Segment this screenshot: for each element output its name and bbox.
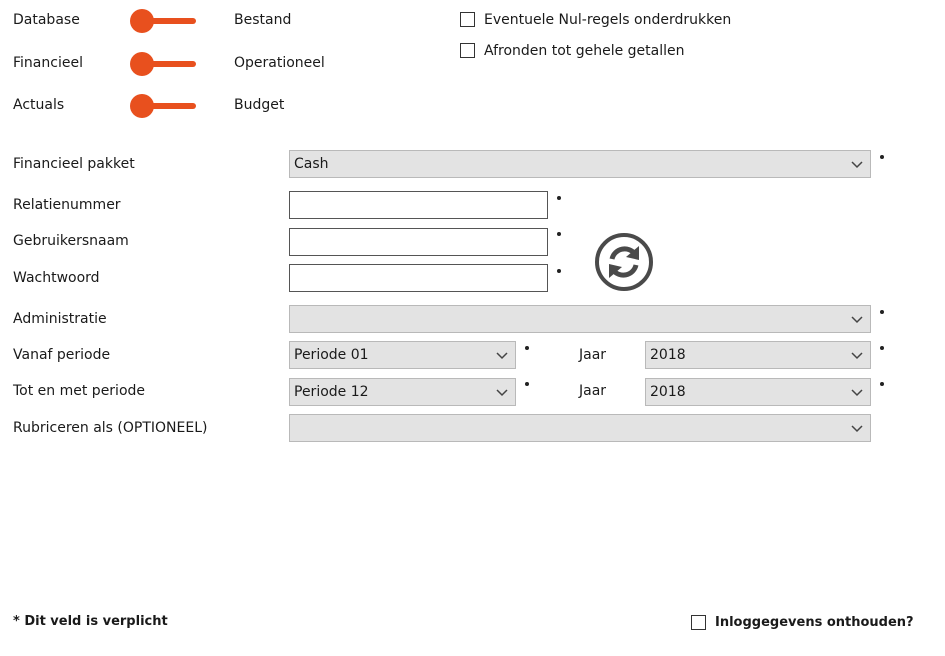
toggle-knob[interactable] — [130, 9, 154, 33]
username-label: Gebruikersnaam — [13, 233, 129, 249]
from-year-label: Jaar — [579, 347, 607, 363]
to-year-select[interactable] — [645, 378, 871, 406]
chevron-down-icon — [850, 348, 864, 362]
toggle-knob[interactable] — [130, 94, 154, 118]
chevron-down-icon — [850, 421, 864, 435]
suppress-zero-checkbox[interactable] — [460, 12, 475, 27]
chevron-down-icon — [850, 312, 864, 326]
chevron-down-icon — [495, 385, 509, 399]
required-marker — [525, 382, 529, 386]
to-period-value: Periode 12 — [294, 384, 369, 400]
toggle-left-label-source: Database — [13, 12, 80, 28]
required-note: * Dit veld is verplicht — [13, 614, 168, 629]
to-period-label: Tot en met periode — [13, 383, 146, 399]
toggle-right-label-scenario: Budget — [234, 97, 285, 113]
round-numbers-label: Afronden tot gehele getallen — [484, 43, 685, 59]
financial-package-label: Financieel pakket — [13, 156, 135, 172]
remember-login-checkbox[interactable] — [691, 615, 706, 630]
toggle-right-label-source: Bestand — [234, 12, 292, 28]
administration-select[interactable] — [289, 305, 871, 333]
from-period-label: Vanaf periode — [13, 347, 111, 363]
classify-select[interactable] — [289, 414, 871, 442]
from-year-select[interactable] — [645, 341, 871, 369]
source-toggle[interactable] — [130, 9, 196, 33]
remember-login-label: Inloggegevens onthouden? — [715, 615, 914, 630]
toggle-right-label-type: Operationeel — [234, 55, 325, 71]
username-input[interactable] — [289, 228, 548, 256]
relation-number-label: Relatienummer — [13, 197, 121, 213]
type-toggle[interactable] — [130, 52, 196, 76]
required-marker — [880, 382, 884, 386]
classify-label: Rubriceren als (OPTIONEEL) — [13, 420, 208, 436]
required-marker — [880, 310, 884, 314]
scenario-toggle[interactable] — [130, 94, 196, 118]
from-period-select[interactable] — [289, 341, 516, 369]
required-marker — [525, 346, 529, 350]
from-year-value: 2018 — [650, 347, 686, 363]
required-marker — [880, 155, 884, 159]
chevron-down-icon — [850, 385, 864, 399]
suppress-zero-label: Eventuele Nul-regels onderdrukken — [484, 12, 732, 28]
relation-number-input[interactable] — [289, 191, 548, 219]
chevron-down-icon — [850, 157, 864, 171]
to-year-value: 2018 — [650, 384, 686, 400]
refresh-icon[interactable] — [593, 231, 655, 293]
to-period-select[interactable] — [289, 378, 516, 406]
administration-label: Administratie — [13, 311, 107, 327]
toggle-left-label-scenario: Actuals — [13, 97, 65, 113]
toggle-knob[interactable] — [130, 52, 154, 76]
required-marker — [557, 196, 561, 200]
required-marker — [557, 232, 561, 236]
financial-package-value: Cash — [294, 156, 329, 172]
required-marker — [880, 346, 884, 350]
password-label: Wachtwoord — [13, 270, 100, 286]
to-year-label: Jaar — [579, 383, 607, 399]
required-marker — [557, 269, 561, 273]
toggle-left-label-type: Financieel — [13, 55, 83, 71]
financial-package-select[interactable] — [289, 150, 871, 178]
round-numbers-checkbox[interactable] — [460, 43, 475, 58]
password-input[interactable] — [289, 264, 548, 292]
from-period-value: Periode 01 — [294, 347, 369, 363]
chevron-down-icon — [495, 348, 509, 362]
